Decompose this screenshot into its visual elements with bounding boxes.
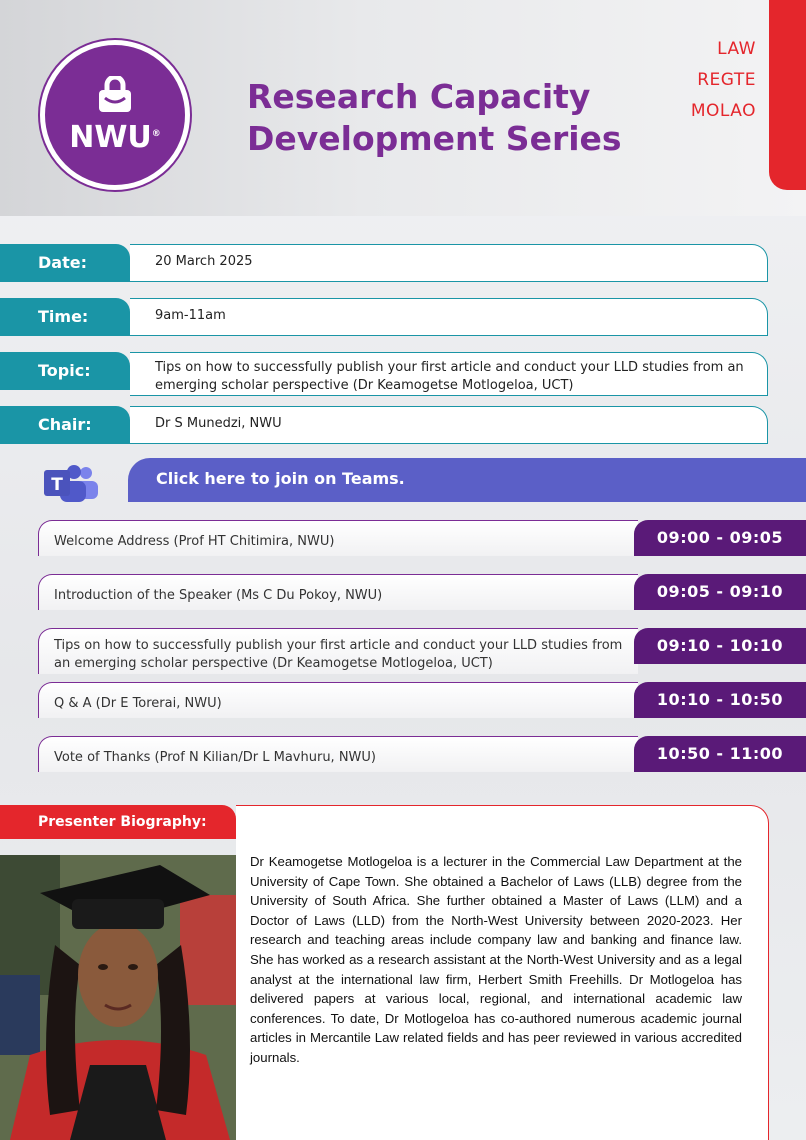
info-row-time (0, 298, 768, 336)
programme-item (38, 628, 806, 671)
programme-item-time: 09:00 - 09:05 (634, 520, 806, 556)
programme-item-text: Introduction of the Speaker (Ms C Du Pokoy, NWU) (38, 574, 638, 610)
programme-item-time: 10:50 - 11:00 (634, 736, 806, 772)
chair-value: Dr S Munedzi, NWU (130, 406, 768, 444)
teams-icon[interactable] (42, 464, 100, 506)
nwu-logo (40, 40, 190, 190)
programme-item-text: Q & A (Dr E Torerai, NWU) (38, 682, 638, 718)
info-row-topic (0, 352, 768, 393)
time-label: Time: (0, 298, 130, 336)
programme-item (38, 682, 806, 718)
programme-item (38, 574, 806, 610)
programme-item-text: Vote of Thanks (Prof N Kilian/Dr L Mavhuru, NWU) (38, 736, 638, 772)
biography-text: Dr Keamogetse Motlogeloa is a lecturer in the Commercial Law Department at the University of Cape Town. She obtained a Bachelor of Laws (LLB) degree from the University of South Africa. She further obtained a Master of Laws (LLM) and a Doctor of Laws (LLD) from the North-West University between 2020-2023. Her research and teaching areas include company law and banking and finance law. She has worked as a research assistant at the North-West University and as a legal analyst at the international law firm, Herbert Smith Freehills. Dr Motlogeloa has delivered papers at various local, regional, and international academic law conferences. To date, Dr Motlogeloa has co-authored numerous academic journal articles in Mercantile Law related fields and has peer reviewed in various accredited journals. (250, 854, 742, 1065)
faculty-law: LAW (717, 39, 756, 59)
faculty-names (691, 34, 756, 127)
logo-text: NWU (69, 119, 152, 155)
title-line-1: Research Capacity (247, 77, 591, 116)
title-line-2: Development Series (247, 119, 622, 158)
date-value: 20 March 2025 (130, 244, 768, 282)
programme-item-text: Tips on how to successfully publish your first article and conduct your LLD studies from an emerging scholar perspective (Dr Keamogetse Motlogeloa, UCT) (38, 628, 638, 674)
programme-item-time: 10:10 - 10:50 (634, 682, 806, 718)
programme-item-time: 09:10 - 10:10 (634, 628, 806, 664)
info-row-date (0, 244, 768, 282)
date-label: Date: (0, 244, 130, 282)
lock-emblem-icon (93, 76, 137, 114)
registered-mark: ® (151, 128, 161, 139)
faculty-regte: REGTE (697, 70, 756, 90)
presenter-photo (0, 855, 236, 1140)
red-corner-tab (769, 0, 806, 190)
programme-item (38, 520, 806, 556)
time-value: 9am-11am (130, 298, 768, 336)
info-row-chair (0, 406, 768, 444)
page-title (247, 76, 667, 160)
programme-item (38, 736, 806, 772)
faculty-molao: MOLAO (690, 101, 756, 121)
chair-label: Chair: (0, 406, 130, 444)
presenter-biography-heading: Presenter Biography: (0, 805, 236, 839)
programme-item-time: 09:05 - 09:10 (634, 574, 806, 610)
join-teams-link[interactable]: Click here to join on Teams. (128, 458, 806, 502)
topic-label: Topic: (0, 352, 130, 390)
svg-text:T: T (51, 475, 63, 495)
topic-value: Tips on how to successfully publish your first article and conduct your LLD studies from an emerging scholar perspective (Dr Keamogetse Motlogeloa, UCT) (130, 352, 768, 396)
programme-item-text: Welcome Address (Prof HT Chitimira, NWU) (38, 520, 638, 556)
